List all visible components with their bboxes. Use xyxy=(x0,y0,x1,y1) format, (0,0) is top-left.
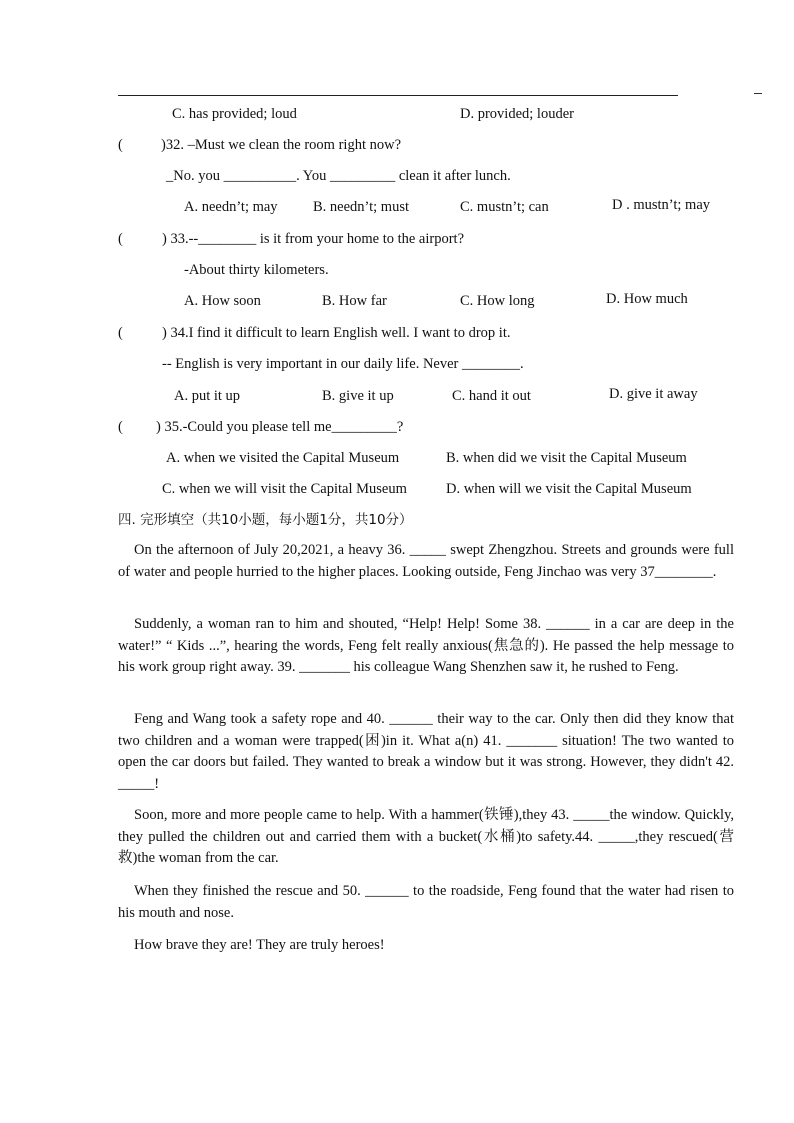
q33-option-c: C. How long xyxy=(460,293,535,309)
q34-option-d: D. give it away xyxy=(609,386,698,402)
q34-option-b: B. give it up xyxy=(322,388,394,404)
section-heading: 四. 完形填空（共10小题，每小题1分，共10分） xyxy=(118,512,413,528)
q33-stem: ) 33.--________ is it from your home to the airport? xyxy=(162,231,465,247)
q33-option-d: D. How much xyxy=(606,291,688,307)
q35-option-d: D. when will we visit the Capital Museum xyxy=(446,481,692,497)
q31-option-c: C. has provided; loud xyxy=(172,106,297,122)
passage-paragraph-1: On the afternoon of July 20,2021, a heavy 36. _____ swept Zhengzhou. Streets and grounds were full of water and people hurried to the higher places. Looking outside, Feng Jinchao was very 37________. xyxy=(118,542,734,580)
q35-option-c: C. when we will visit the Capital Museum xyxy=(162,481,407,497)
q32-stem: )32. –Must we clean the room right now? xyxy=(161,137,402,153)
passage-paragraph-3: Feng and Wang took a safety rope and 40. ______ their way to the car. Only then did they know that two children and a woman were trapped(困)in it. What a(n) 41. _______ situation! The two wanted to open the car doors but failed. They wanted to break a window but it was strong. However, they didn't 42. _____! xyxy=(118,711,734,792)
q34-reply: -- English is very important in our daily life. Never ________. xyxy=(162,356,524,372)
passage-paragraph-5: When they finished the rescue and 50. ______ to the roadside, Feng found that the water had risen to his mouth and nose. xyxy=(118,883,734,921)
q34-option-a: A. put it up xyxy=(174,388,241,404)
q33-bracket: ( xyxy=(118,231,123,247)
passage-paragraph-6: How brave they are! They are truly heroes! xyxy=(134,937,385,953)
q35-stem: ) 35.-Could you please tell me_________? xyxy=(156,419,404,435)
q33-option-b: B. How far xyxy=(322,293,387,309)
q34-option-c: C. hand it out xyxy=(452,388,531,404)
corner-mark xyxy=(754,93,762,94)
q32-option-b: B. needn’t; must xyxy=(313,199,409,215)
q32-reply: _No. you __________. You _________ clean it after lunch. xyxy=(166,168,511,184)
q33-reply: -About thirty kilometers. xyxy=(184,262,329,278)
q32-bracket: ( xyxy=(118,137,123,153)
passage-paragraph-2: Suddenly, a woman ran to him and shouted, “Help! Help! Some 38. ______ in a car are deep in the water!” “ Kids ...”, hearing the words, Feng felt really anxious(焦急的). He passed the help message to his work group right away. 39. _______ his colleague Wang Shenzhen saw it, he rushed to Feng. xyxy=(118,616,734,675)
q31-option-d: D. provided; louder xyxy=(460,106,574,122)
q35-option-b: B. when did we visit the Capital Museum xyxy=(446,450,687,466)
passage-paragraph-4: Soon, more and more people came to help. With a hammer(铁锤),they 43. _____the window. Quickly, they pulled the children out and carried them with a bucket(水桶)to safety.44. _____,they rescued(营救)the woman from the car. xyxy=(118,807,734,866)
q32-option-a: A. needn’t; may xyxy=(184,199,278,215)
q32-option-c: C. mustn’t; can xyxy=(460,199,549,215)
q35-option-a: A. when we visited the Capital Museum xyxy=(166,450,400,466)
q34-stem: ) 34.I find it difficult to learn English well. I want to drop it. xyxy=(162,325,511,341)
q33-option-a: A. How soon xyxy=(184,293,261,309)
q35-bracket: ( xyxy=(118,419,123,435)
top-rule xyxy=(118,95,678,96)
q32-option-d: D . mustn’t; may xyxy=(612,197,711,213)
q34-bracket: ( xyxy=(118,325,123,341)
